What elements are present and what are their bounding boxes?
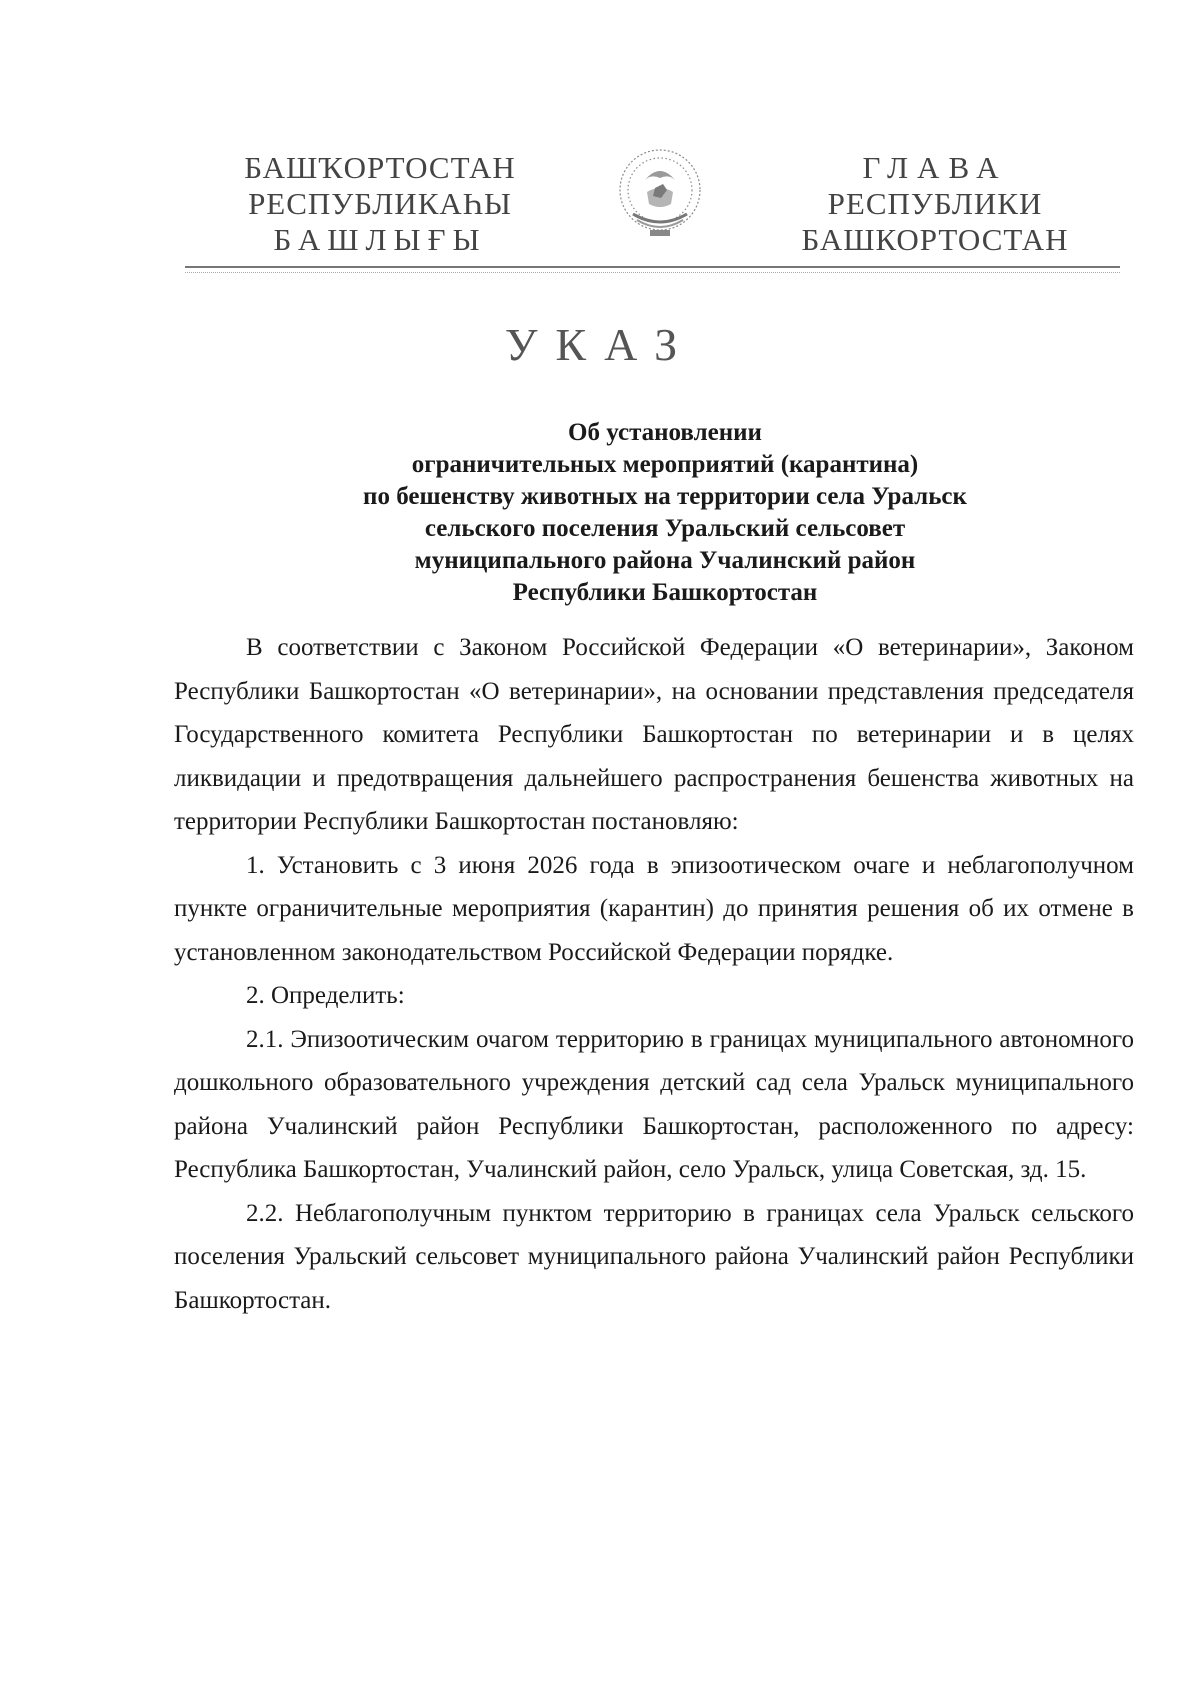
document-body	[174, 626, 1134, 1322]
header-left-line-3: БАШЛЫҒЫ	[273, 222, 487, 257]
clause-2-paragraph: 2. Определить:	[246, 982, 405, 1009]
header-bashkir-title	[230, 150, 530, 258]
title-line: муниципального района Учалинский район	[414, 547, 916, 574]
preamble-paragraph: В соответствии с Законом Российской Федерации «О ветеринарии», Законом Республики Башкортостан «О ветеринарии», на основании представления председателя Государственного комитета Республики Башкортостан по ветеринарии и в целях ликвидации и предотвращения дальнейшего распространения бешенства животных на территории Республики Башкортостан постановляю:	[174, 634, 1134, 835]
header-left-line-2: РЕСПУБЛИКАҺЫ	[248, 186, 512, 221]
header-right-line-2: РЕСПУБЛИКИ	[827, 186, 1043, 221]
header-divider	[185, 266, 1120, 273]
document-header	[0, 150, 1200, 260]
clause-2-2-paragraph: 2.2. Неблагополучным пунктом территорию в границах села Уральск сельского поселения Уральский сельсовет муниципального района Учалинский район Республики Башкортостан.	[174, 1199, 1134, 1314]
title-line: Республики Башкортостан	[512, 579, 818, 606]
coat-of-arms-icon	[605, 140, 715, 250]
header-russian-title	[785, 150, 1085, 258]
document-type-heading: УКАЗ	[504, 319, 696, 370]
title-line: Об установлении	[568, 419, 762, 446]
header-right-line-1: ГЛАВА	[862, 150, 1008, 185]
clause-2-1-paragraph: 2.1. Эпизоотическим очагом территорию в границах муниципального автономного дошкольного образовательного учреждения детский сад села Уральск муниципального района Учалинский район Республики Башкортостан, расположенного по адресу: Республика Башкортостан, Учалинский район, село Уральск, улица Советская, зд. 15.	[174, 1025, 1134, 1183]
header-right-line-3: БАШКОРТОСТАН	[801, 222, 1069, 257]
title-line: сельского поселения Уральский сельсовет	[424, 515, 906, 542]
title-line: по бешенству животных на территории села Уральск	[363, 483, 967, 510]
clause-1-paragraph: 1. Установить с 3 июня 2026 года в эпизоотическом очаге и неблагополучном пункте ограничительные мероприятия (карантин) до принятия решения об их отмене в установленном законодательством Российской Федерации порядке.	[174, 851, 1134, 966]
title-line: ограничительных мероприятий (карантина)	[411, 451, 919, 478]
header-left-line-1: БАШҠОРТОСТАН	[244, 150, 516, 185]
document-title	[200, 417, 1130, 609]
